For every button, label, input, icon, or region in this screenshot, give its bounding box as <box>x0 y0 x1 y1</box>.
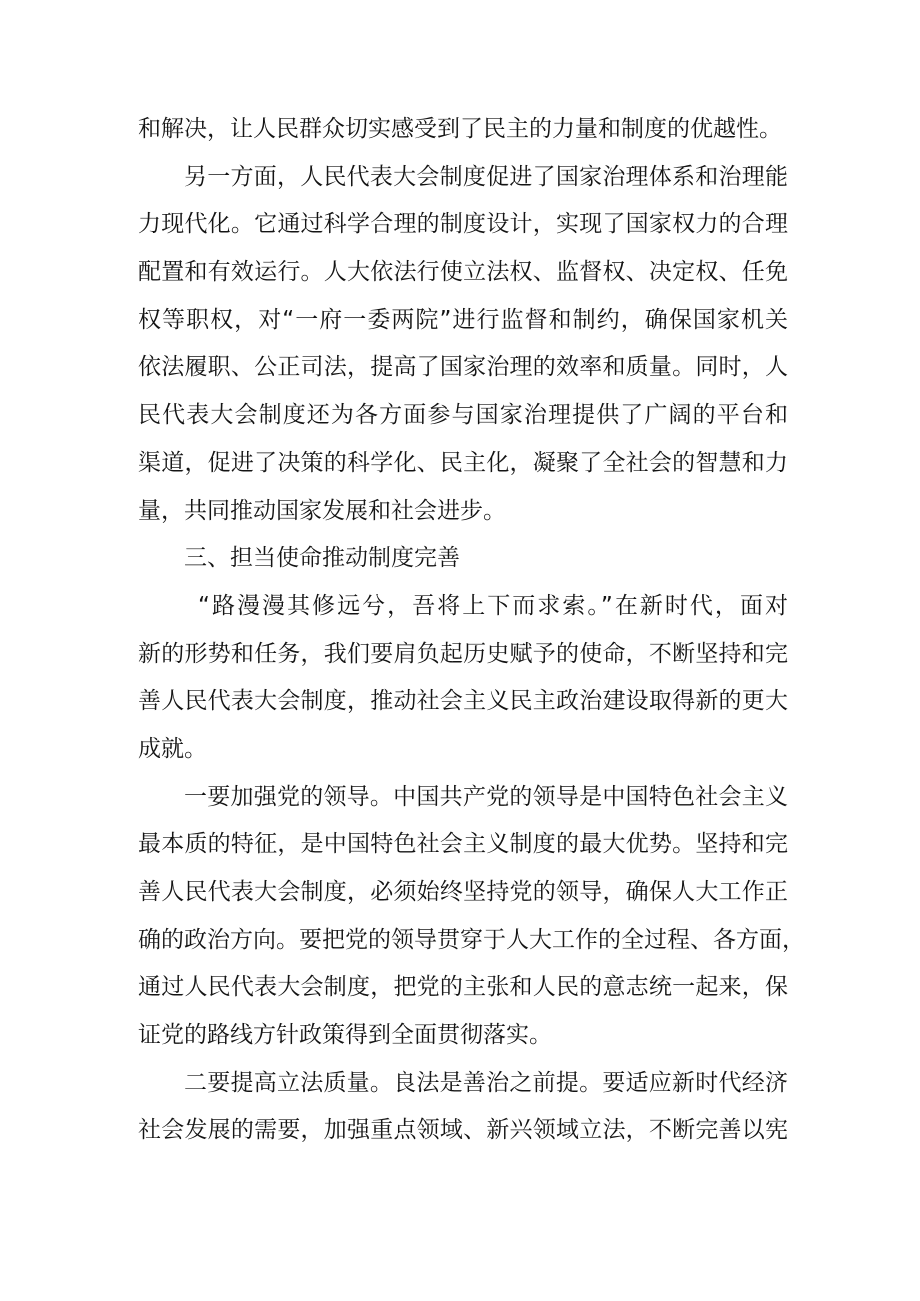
text-line: 一要加强党的领导。中国共产党的领导是中国特色社会主义 <box>184 783 788 810</box>
text-line: 成就。 <box>138 735 207 762</box>
text-line: “路漫漫其修远兮，吾将上下而求索。”在新时代，面对 <box>198 592 788 619</box>
paragraph-continuation <box>138 106 788 154</box>
text-line: 社会发展的需要，加强重点领域、新兴领域立法，不断完善以宪 <box>138 1117 788 1144</box>
text-line: 量，共同推动国家发展和社会进步。 <box>138 497 506 524</box>
text-line: 渠道，促进了决策的科学化、民主化，凝聚了全社会的智慧和力 <box>138 449 788 476</box>
text-line: 善人民代表大会制度，推动社会主义民主政治建设取得新的更大 <box>138 688 788 715</box>
heading-line: 三、担当使命推动制度完善 <box>184 545 460 572</box>
text-line: 力现代化。它通过科学合理的制度设计，实现了国家权力的合理 <box>138 211 788 238</box>
text-line: 通过人民代表大会制度，把党的主张和人民的意志统一起来，保 <box>138 974 788 1001</box>
text-line: 和解决，让人民群众切实感受到了民主的力量和制度的优越性。 <box>138 116 782 142</box>
text-line: 新的形势和任务，我们要肩负起历史赋予的使命，不断坚持和完 <box>138 640 788 667</box>
text-line: 依法履职、公正司法，提高了国家治理的效率和质量。同时，人 <box>138 354 788 381</box>
text-line: 配置和有效运行。人大依法行使立法权、监督权、决定权、任免 <box>138 259 788 286</box>
text-line: 权等职权，对“一府一委两院”进行监督和制约，确保国家机关 <box>138 306 788 333</box>
document-body <box>138 106 805 1155</box>
text-line: 善人民代表大会制度，必须始终坚持党的领导，确保人大工作正 <box>138 879 788 905</box>
paragraph-quote <box>138 583 788 774</box>
paragraph-governance <box>138 154 788 536</box>
text-line: 二要提高立法质量。良法是善治之前提。要适应新时代经济 <box>184 1069 788 1096</box>
text-line: 证党的路线方针政策得到全面贯彻落实。 <box>138 1022 552 1049</box>
text-line: 确的政治方向。要把党的领导贯穿于人大工作的全过程、各方面， <box>138 926 805 953</box>
text-line: 民代表大会制度还为各方面参与国家治理提供了广阔的平台和 <box>138 402 788 429</box>
paragraph-party-leadership <box>138 774 805 1060</box>
paragraph-legislation <box>138 1060 788 1155</box>
text-line: 最本质的特征，是中国特色社会主义制度的最大优势。坚持和完 <box>138 831 788 858</box>
text-line: 另一方面，人民代表大会制度促进了国家治理体系和治理能 <box>184 163 788 190</box>
section-heading <box>138 535 788 583</box>
